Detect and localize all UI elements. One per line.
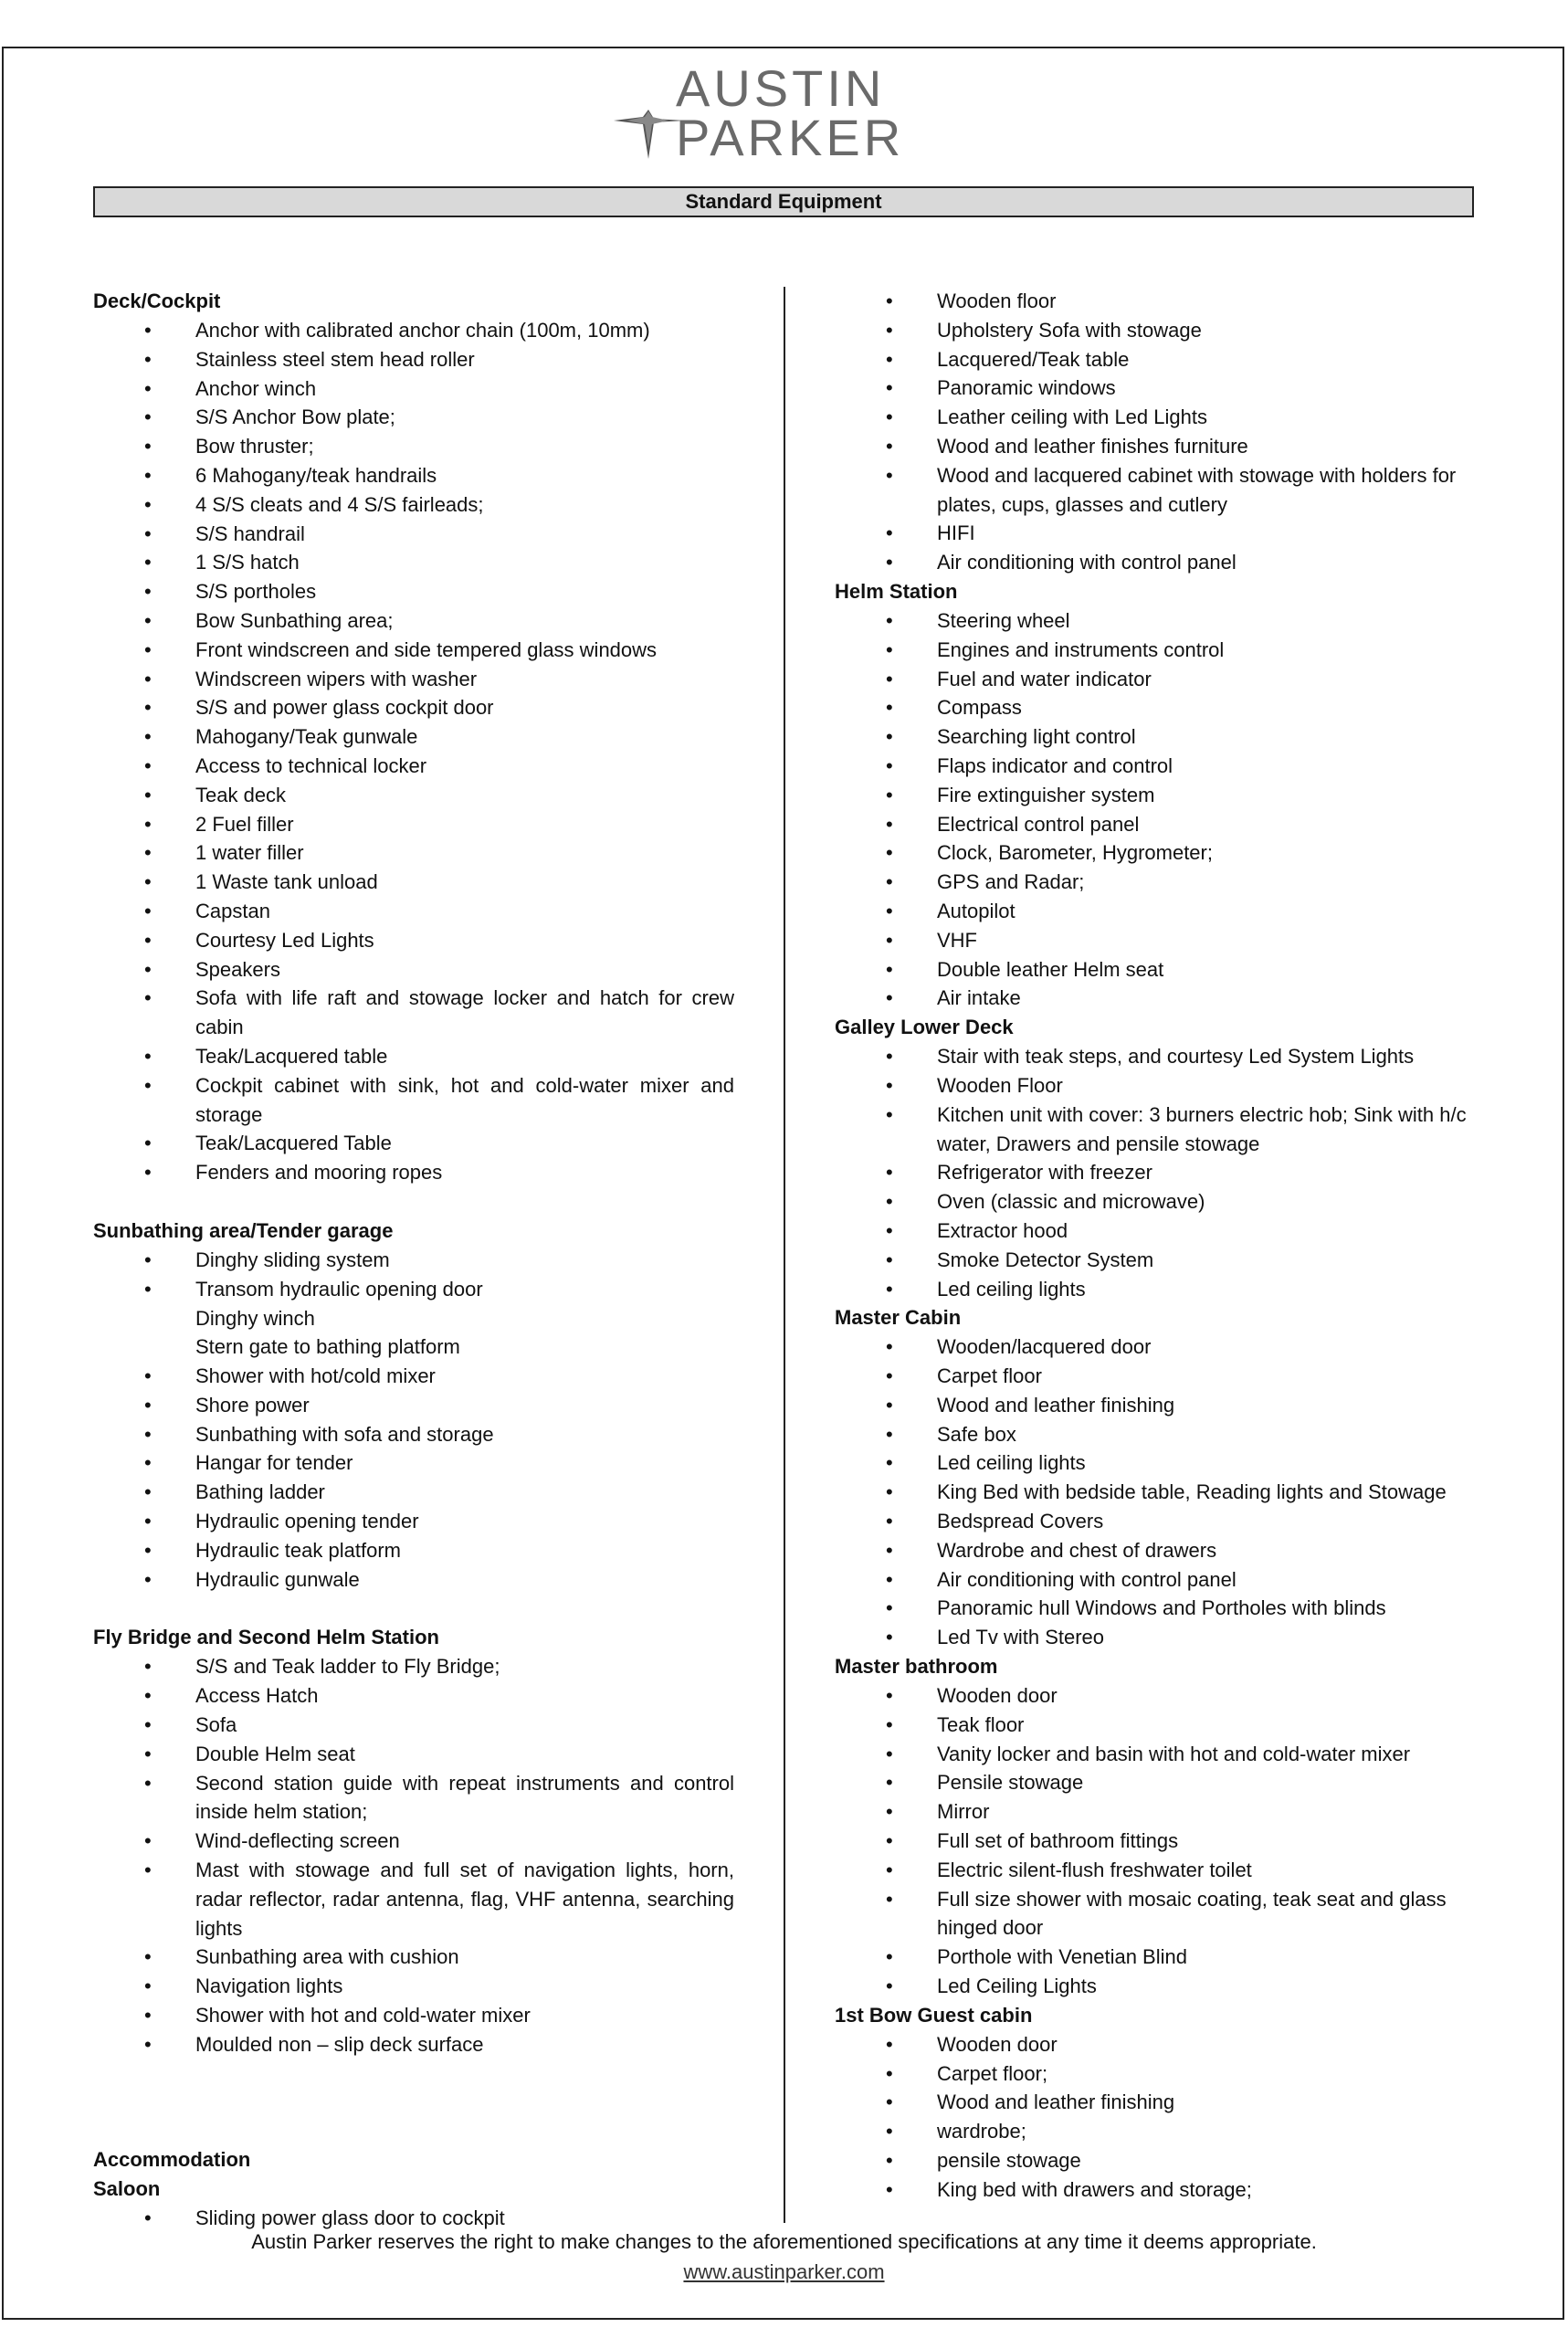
section-heading-helm-station: Helm Station (835, 579, 958, 603)
list-item: • Searching light control (835, 722, 1474, 752)
list-item: • pensile stowage (835, 2146, 1474, 2175)
list-item: • Steering wheel (835, 606, 1474, 636)
list-item: • Access to technical locker (93, 752, 734, 781)
list-item: • Electric silent-flush freshwater toilet (835, 1856, 1474, 1885)
list-item: • King bed with drawers and storage; (835, 2175, 1474, 2205)
list-item: • Shower with hot/cold mixer (93, 1362, 734, 1391)
list-item: • Cockpit cabinet with sink, hot and cold-water mixer and storage (93, 1071, 734, 1130)
list-item: • Hydraulic gunwale (93, 1565, 734, 1595)
list-item: • Fenders and mooring ropes (93, 1158, 734, 1187)
list-item: • Led Ceiling Lights (835, 1972, 1474, 2001)
section-subheading-saloon: Saloon (93, 2176, 161, 2200)
list-item: • Sliding power glass door to cockpit (93, 2204, 734, 2233)
galley-list (835, 1042, 1474, 1303)
list-item: Stern gate to bathing platform (195, 1335, 460, 1359)
list-item: • 2 Fuel filler (93, 810, 734, 839)
deck-cockpit-list (93, 316, 734, 1187)
brand-line-2: PARKER (676, 109, 905, 159)
list-item: • Front windscreen and side tempered glass windows (93, 636, 734, 665)
list-item: • Full set of bathroom fittings (835, 1827, 1474, 1856)
website-link[interactable]: www.austinparker.com (683, 2260, 885, 2283)
list-item: • Led Tv with Stereo (835, 1623, 1474, 1652)
section-heading-deck-cockpit: Deck/Cockpit (93, 290, 221, 312)
list-item: • Wood and leather finishes furniture (835, 432, 1474, 461)
list-item: • Clock, Barometer, Hygrometer; (835, 838, 1474, 868)
list-item: • VHF (835, 926, 1474, 955)
list-item: • Transom hydraulic opening door (93, 1275, 734, 1304)
list-item: • Flaps indicator and control (835, 752, 1474, 781)
list-item: • Navigation lights (93, 1972, 734, 2001)
list-item: • Wooden door (835, 2030, 1474, 2059)
list-item: • King Bed with bedside table, Reading lights and Stowage (835, 1478, 1474, 1507)
list-item: • Refrigerator with freezer (835, 1158, 1474, 1187)
list-item: • Extractor hood (835, 1216, 1474, 1246)
section-heading-fly-bridge: Fly Bridge and Second Helm Station (93, 1626, 439, 1649)
list-item: • Hydraulic teak platform (93, 1536, 734, 1565)
list-item: • Bedspread Covers (835, 1507, 1474, 1536)
saloon-continued-list (835, 287, 1474, 577)
list-item: • Moulded non – slip deck surface (93, 2030, 734, 2059)
section-heading-master-cabin: Master Cabin (835, 1306, 962, 1330)
list-item: • Hangar for tender (93, 1448, 734, 1478)
list-item: • Electrical control panel (835, 810, 1474, 839)
list-item: Dinghy winch (195, 1306, 315, 1330)
list-item: • Led ceiling lights (835, 1275, 1474, 1304)
list-item: • Lacquered/Teak table (835, 345, 1474, 374)
section-heading-galley-lower-deck: Galley Lower Deck (835, 1016, 1014, 1039)
list-item: • Bathing ladder (93, 1478, 734, 1507)
list-item: • Engines and instruments control (835, 636, 1474, 665)
list-item: • Air conditioning with control panel (835, 548, 1474, 577)
list-item: • Stainless steel stem head roller (93, 345, 734, 374)
list-item: • Compass (835, 693, 1474, 722)
list-item: • Oven (classic and microwave) (835, 1187, 1474, 1216)
list-item: • GPS and Radar; (835, 868, 1474, 897)
list-item: • Upholstery Sofa with stowage (835, 316, 1474, 345)
list-item: • Wood and leather finishing (835, 2088, 1474, 2117)
column-divider (784, 287, 785, 2223)
list-item: • Kitchen unit with cover: 3 burners electric hob; Sink with h/c water, Drawers and pensile stowage (835, 1101, 1474, 1159)
sunbathing-tender-list (93, 1246, 734, 1595)
list-item: • Bow Sunbathing area; (93, 606, 734, 636)
list-item: • Wooden floor (835, 287, 1474, 316)
list-item: • Capstan (93, 897, 734, 926)
list-item: • Panoramic hull Windows and Portholes with blinds (835, 1594, 1474, 1623)
right-column (835, 287, 1474, 2205)
list-item: • Double Helm seat (93, 1740, 734, 1769)
list-item: • Teak/Lacquered table (93, 1042, 734, 1071)
list-item: • Wind-deflecting screen (93, 1827, 734, 1856)
list-item: • Smoke Detector System (835, 1246, 1474, 1275)
list-item: • Porthole with Venetian Blind (835, 1943, 1474, 1972)
list-item: • 1 water filler (93, 838, 734, 868)
list-item: • Mast with stowage and full set of navigation lights, horn, radar reflector, radar antenna, flag, VHF antenna, searching lights (93, 1856, 734, 1943)
list-item: • Sofa (93, 1711, 734, 1740)
list-item: • 6 Mahogany/teak handrails (93, 461, 734, 490)
list-item: • S/S handrail (93, 520, 734, 549)
list-item: • Wood and leather finishing (835, 1391, 1474, 1420)
list-item: • S/S Anchor Bow plate; (93, 403, 734, 432)
list-item: • Vanity locker and basin with hot and cold-water mixer (835, 1740, 1474, 1769)
list-item: • wardrobe; (835, 2117, 1474, 2146)
list-item: • Shower with hot and cold-water mixer (93, 2001, 734, 2030)
list-item: • HIFI (835, 519, 1474, 548)
list-item: • Led ceiling lights (835, 1448, 1474, 1478)
list-item: • Air intake (835, 984, 1474, 1013)
list-item: • Speakers (93, 955, 734, 985)
list-item: • S/S and Teak ladder to Fly Bridge; (93, 1652, 734, 1681)
list-item: • Teak floor (835, 1711, 1474, 1740)
bow-guest-cabin-list (835, 2030, 1474, 2205)
list-item: • Leather ceiling with Led Lights (835, 403, 1474, 432)
austin-parker-logo (614, 64, 953, 159)
master-cabin-list (835, 1332, 1474, 1652)
list-item: • Fuel and water indicator (835, 665, 1474, 694)
list-item: • Autopilot (835, 897, 1474, 926)
list-item: • Air conditioning with control panel (835, 1565, 1474, 1595)
list-item: • Teak deck (93, 781, 734, 810)
list-item: • Teak/Lacquered Table (93, 1129, 734, 1158)
page-title: Standard Equipment (93, 186, 1474, 217)
helm-station-list (835, 606, 1474, 1013)
list-item: • Anchor winch (93, 374, 734, 404)
list-item: • Bow thruster; (93, 432, 734, 461)
list-item: • Wooden door (835, 1681, 1474, 1711)
list-item: • Shore power (93, 1391, 734, 1420)
list-item: • Sofa with life raft and stowage locker and hatch for crew cabin (93, 984, 734, 1042)
list-item: • Sunbathing area with cushion (93, 1943, 734, 1972)
list-item: • Panoramic windows (835, 374, 1474, 403)
fly-bridge-list (93, 1652, 734, 2059)
list-item: • Safe box (835, 1420, 1474, 1449)
list-item: • Mirror (835, 1797, 1474, 1827)
left-column (93, 287, 734, 2232)
list-item: • Dinghy sliding system (93, 1246, 734, 1275)
list-item: • Wood and lacquered cabinet with stowage with holders for plates, cups, glasses and cutlery (835, 461, 1474, 520)
list-item: • S/S portholes (93, 577, 734, 606)
list-item: • 1 S/S hatch (93, 548, 734, 577)
section-heading-sunbathing-tender-garage: Sunbathing area/Tender garage (93, 1218, 394, 1242)
list-item: • Second station guide with repeat instruments and control inside helm station; (93, 1769, 734, 1827)
list-item: • 1 Waste tank unload (93, 868, 734, 897)
list-item: • Sunbathing with sofa and storage (93, 1420, 734, 1449)
list-item: • Access Hatch (93, 1681, 734, 1711)
section-heading-master-bathroom: Master bathroom (835, 1655, 998, 1679)
saloon-list (93, 2204, 734, 2233)
list-item: • 4 S/S cleats and 4 S/S fairleads; (93, 490, 734, 520)
list-item: • Anchor with calibrated anchor chain (100m, 10mm) (93, 316, 734, 345)
list-item: • Stair with teak steps, and courtesy Led System Lights (835, 1042, 1474, 1071)
footer-disclaimer: Austin Parker reserves the right to make changes to the aforementioned specifications at any time it deems appropriate. (251, 2230, 1317, 2253)
list-item: • Wardrobe and chest of drawers (835, 1536, 1474, 1565)
list-item: • Double leather Helm seat (835, 955, 1474, 985)
list-item: • Courtesy Led Lights (93, 926, 734, 955)
list-item: • Mahogany/Teak gunwale (93, 722, 734, 752)
list-item: • Hydraulic opening tender (93, 1507, 734, 1536)
list-item: • Fire extinguisher system (835, 781, 1474, 810)
list-item: • S/S and power glass cockpit door (93, 693, 734, 722)
list-item: • Pensile stowage (835, 1768, 1474, 1797)
list-item: • Carpet floor; (835, 2059, 1474, 2089)
list-item: • Windscreen wipers with washer (93, 665, 734, 694)
section-heading-accommodation: Accommodation (93, 2147, 251, 2171)
brand-line-1: AUSTIN (676, 64, 886, 117)
master-bathroom-list (835, 1681, 1474, 2001)
list-item: • Wooden Floor (835, 1071, 1474, 1101)
list-item: • Full size shower with mosaic coating, teak seat and glass hinged door (835, 1885, 1474, 1943)
section-heading-bow-guest-cabin: 1st Bow Guest cabin (835, 2003, 1033, 2027)
list-item: • Wooden/lacquered door (835, 1332, 1474, 1362)
list-item: • Carpet floor (835, 1362, 1474, 1391)
